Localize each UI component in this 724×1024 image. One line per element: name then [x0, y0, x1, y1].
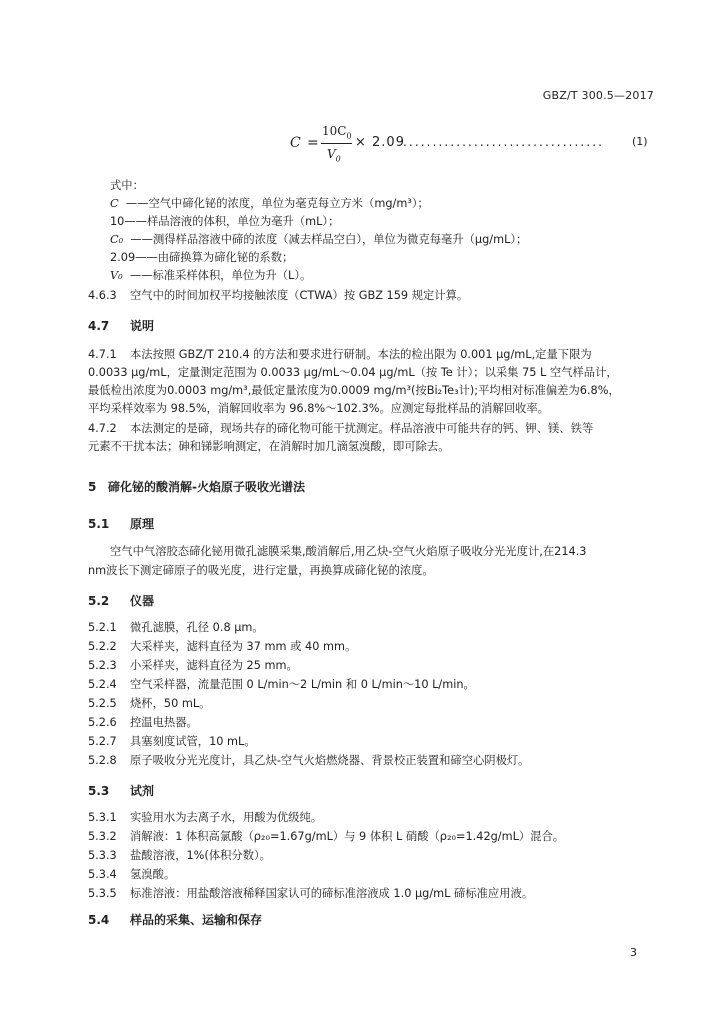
- formula-multiplier: × 2.09: [355, 135, 405, 150]
- clause-5-3-4: 5.3.4 氢溴酸。: [88, 868, 176, 881]
- section-5-4-heading: 5.4 样品的采集、运输和保存: [88, 913, 263, 927]
- clause-5-2-4: 5.2.4 空气采样器，流量范围 0 L/min～2 L/min 和 0 L/min～10 L/min。: [88, 678, 475, 691]
- formula-denominator: $V_0$: [327, 147, 341, 164]
- formula-equals: =: [307, 135, 319, 151]
- definition-c: C ——空气中碲化铋的浓度，单位为毫克每立方米（mg/m³）；: [110, 197, 429, 210]
- section-5-1-heading: 5.1 原理: [88, 517, 155, 531]
- clause-5-2-8: 5.2.8 原子吸收分光光度计，具乙炔-空气火焰燃烧器、背景校正装置和碲空心阴极灯。: [88, 754, 530, 767]
- clause-5-2-5: 5.2.5 烧杯，50 mL。: [88, 697, 211, 710]
- definition-10: 10——样品溶液的体积，单位为毫升（mL）；: [110, 215, 340, 228]
- clause-5-2-1: 5.2.1 微孔滤膜，孔径 0.8 μm。: [88, 621, 264, 634]
- page-number: 3: [630, 946, 637, 959]
- clause-4-7-1-line-1: 4.7.1 本法按照 GBZ/T 210.4 的方法和要求进行研制。本法的检出限为 0.001 μg/mL,定量下限为: [88, 348, 592, 361]
- clause-5-2-3: 5.2.3 小采样夹，滤料直径为 25 mm。: [88, 659, 298, 672]
- standard-number-header: GBZ/T 300.5—2017: [542, 89, 654, 102]
- section-5-2-heading: 5.2 仪器: [88, 594, 155, 608]
- definition-v0: V₀ ——标准采样体积，单位为升（L）。: [110, 269, 312, 282]
- section-4-7-heading: 4.7 说明: [88, 319, 155, 333]
- formula-numerator: $10C_0$: [322, 124, 352, 141]
- clause-4-7-1-line-2: 0.0033 μg/mL，定量测定范围为 0.0033 μg/mL～0.04 μg/mL（按 Te 计）；以采集 75 L 空气样品计，: [88, 366, 618, 379]
- clause-5-3-3: 5.3.3 盐酸溶液，1%(体积分数）。: [88, 849, 271, 862]
- clause-5-3-1: 5.3.1 实验用水为去离子水，用酸为优级纯。: [88, 811, 323, 824]
- formula-leader-dots: ..................................: [403, 135, 605, 149]
- section-5-3-heading: 5.3 试剂: [88, 784, 155, 798]
- definition-c0: C₀ ——测得样品溶液中碲的浓度（减去样品空白），单位为微克每毫升（μg/mL）；: [110, 233, 528, 246]
- fraction-bar: [321, 143, 352, 144]
- clause-5-3-5: 5.3.5 标准溶液：用盐酸溶液稀释国家认可的碲标准溶液成 1.0 μg/mL 碲标准应用液。: [88, 887, 534, 900]
- clause-5-2-6: 5.2.6 控温电热器。: [88, 716, 198, 729]
- section-5-heading: 5 碲化铋的酸消解-火焰原子吸收光谱法: [88, 480, 305, 494]
- formula-lhs: C: [290, 135, 301, 151]
- clause-5-2-2: 5.2.2 大采样夹，滤料直径为 37 mm 或 40 mm。: [88, 640, 357, 653]
- principle-line-2: nm波长下测定碲原子的吸光度，进行定量，再换算成碲化铋的浓度。: [88, 564, 434, 577]
- formula-1: [0, 122, 724, 170]
- clause-4-7-2-line-1: 4.7.2 本法测定的是碲，现场共存的碲化物可能干扰测定。样品溶液中可能共存的钙、钾、镁、铁等: [88, 422, 594, 435]
- clause-4-6-3: 4.6.3 空气中的时间加权平均接触浓度（CTWA）按 GBZ 159 规定计算。: [88, 289, 469, 302]
- clause-4-7-1-line-3: 最低检出浓度为0.0003 mg/m³,最低定量浓度为0.0009 mg/m³(按Bi₂Te₃计);平均相对标准偏差为6.8%，: [88, 384, 620, 397]
- clause-5-3-2: 5.3.2 消解液：1 体积高氯酸（ρ₂₀=1.67g/mL）与 9 体积 L 硝酸（ρ₂₀=1.42g/mL）混合。: [88, 830, 565, 843]
- formula-number: (1): [632, 135, 648, 148]
- definition-2-09: 2.09——由碲换算为碲化铋的系数；: [110, 251, 294, 264]
- definitions-intro: 式中：: [110, 179, 144, 192]
- clause-5-2-7: 5.2.7 具塞刻度试管，10 mL。: [88, 735, 256, 748]
- clause-4-7-1-line-4: 平均采样效率为 98.5%，消解回收率为 96.8%～102.3%。应测定每批样品的消解回收率。: [88, 402, 549, 415]
- clause-4-7-2-line-2: 元素不干扰本法；砷和锑影响测定，在消解时加几滴氢溴酸，即可除去。: [88, 440, 450, 453]
- principle-line-1: 空气中气溶胶态碲化铋用微孔滤膜采集,酸消解后,用乙炔-空气火焰原子吸收分光光度计,在214.3: [110, 545, 587, 558]
